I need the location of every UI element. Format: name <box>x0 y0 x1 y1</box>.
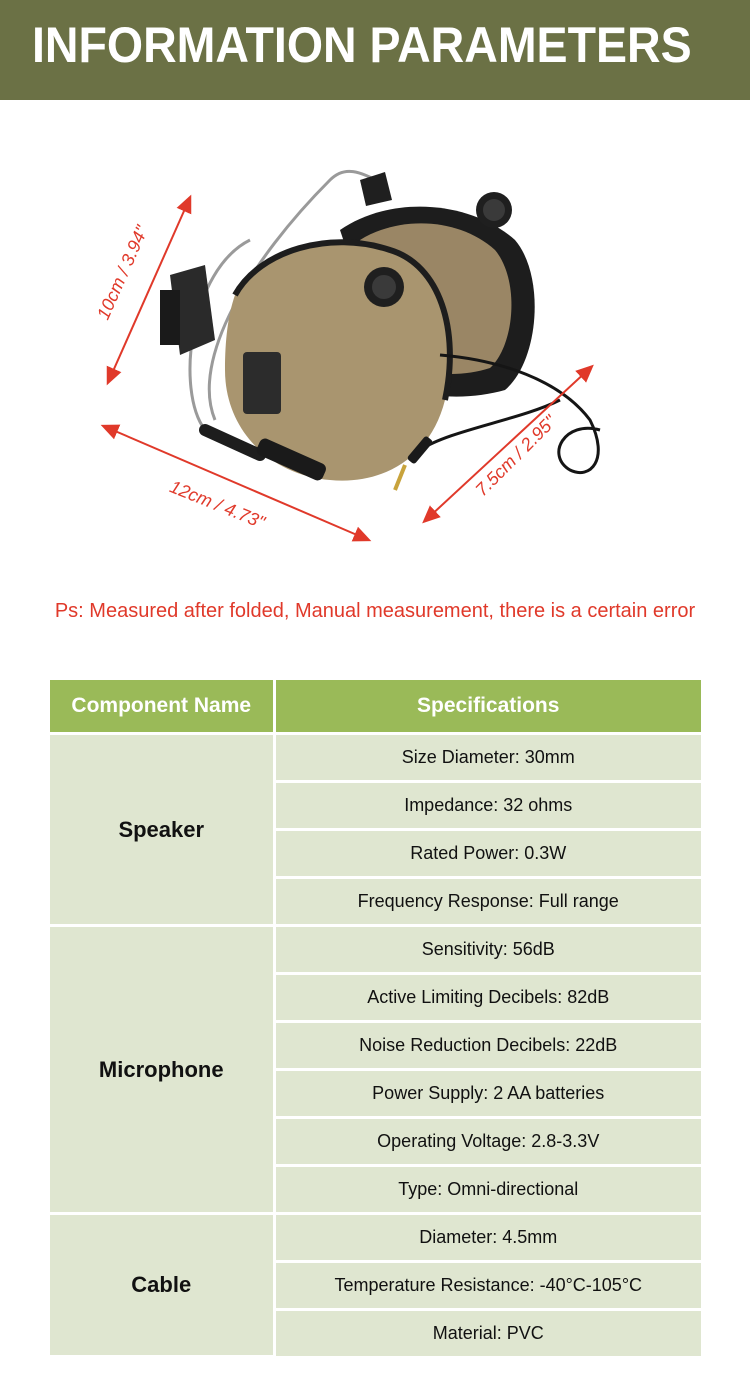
spec-cell: Frequency Response: Full range <box>274 878 701 926</box>
spec-cell: Type: Omni-directional <box>274 1166 701 1214</box>
velcro-patch <box>243 352 281 414</box>
table-row <box>50 926 701 974</box>
spec-cell: Power Supply: 2 AA batteries <box>274 1070 701 1118</box>
measurement-note: Ps: Measured after folded, Manual measurement, there is a certain error <box>54 600 696 622</box>
width-dimension-label: 12cm / 4.73" <box>166 476 268 533</box>
spec-cell: Temperature Resistance: -40°C-105°C <box>274 1262 701 1310</box>
component-microphone: Microphone <box>50 926 274 1214</box>
header-banner <box>0 0 750 100</box>
spec-cell: Diameter: 4.5mm <box>274 1214 701 1262</box>
spec-cell: Material: PVC <box>274 1310 701 1357</box>
table-header-row <box>50 680 701 734</box>
product-image <box>0 100 750 580</box>
spec-cell: Rated Power: 0.3W <box>274 830 701 878</box>
spec-table <box>50 680 701 1358</box>
spec-cell: Operating Voltage: 2.8-3.3V <box>274 1118 701 1166</box>
depth-dimension-label: 7.5cm / 2.95" <box>471 411 561 501</box>
spec-cell: Noise Reduction Decibels: 22dB <box>274 1022 701 1070</box>
specifications-header: Specifications <box>274 680 701 734</box>
spec-cell: Size Diameter: 30mm <box>274 734 701 782</box>
component-speaker: Speaker <box>50 734 274 926</box>
spec-cell: Impedance: 32 ohms <box>274 782 701 830</box>
height-dimension-label: 10cm / 3.94" <box>92 222 153 323</box>
spec-cell: Active Limiting Decibels: 82dB <box>274 974 701 1022</box>
table-row <box>50 734 701 782</box>
page-title: INFORMATION PARAMETERS <box>32 17 692 73</box>
component-cable: Cable <box>50 1214 274 1357</box>
spec-cell: Sensitivity: 56dB <box>274 926 701 974</box>
table-row <box>50 1214 701 1262</box>
component-name-header: Component Name <box>50 680 274 734</box>
